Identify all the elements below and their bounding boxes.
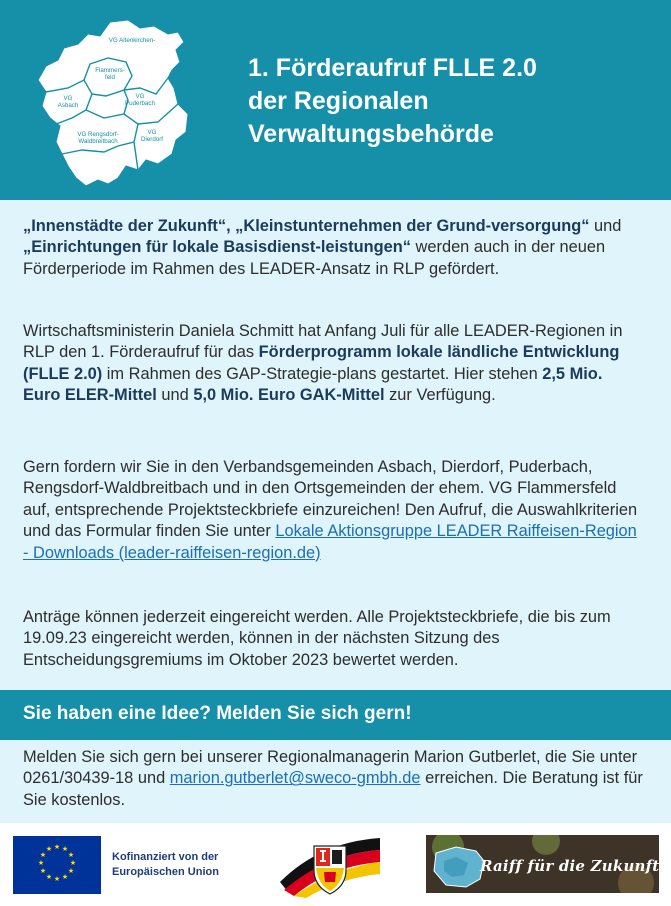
map-label-flammersfeld-2: feld <box>105 74 115 81</box>
map-label-dierdorf-vg: VG <box>147 129 157 136</box>
svg-text:★: ★ <box>61 873 69 881</box>
svg-text:★: ★ <box>67 867 75 875</box>
contact-section <box>0 740 671 823</box>
svg-text:★: ★ <box>53 875 61 883</box>
intro-text-and: und <box>589 217 622 235</box>
svg-text:★: ★ <box>61 845 69 853</box>
region-map-icon <box>28 14 198 192</box>
downloads-link[interactable]: Lokale Aktionsgruppe LEADER Raiffeisen-Region - Downloads (leader-raiffeisen-region.de) <box>23 522 637 562</box>
map-label-flammersfeld-1: Flammers- <box>95 67 125 74</box>
svg-text:★: ★ <box>39 867 47 875</box>
eu-flag-icon <box>13 836 101 894</box>
svg-text:★: ★ <box>45 873 53 881</box>
announcement-text-1: Wirtschaftsministerin Daniela Schmitt hat Anfang Juli für alle LEADER-Regionen in RLP den 1. Förderaufruf für das <box>23 322 623 362</box>
header <box>0 0 671 200</box>
cta-banner <box>0 690 671 740</box>
announcement-text-2: im Rahmen des GAP-Strategie-plans gestartet. Hier stehen <box>102 364 543 383</box>
intro-text-rest: werden auch in der neuen Förderperiode im Rahmen des LEADER-Ansatz in RLP gefördert. <box>23 238 606 278</box>
eu-cofinancing-label <box>112 850 252 880</box>
footer <box>0 823 671 906</box>
deadline-paragraph <box>23 607 643 671</box>
email-link[interactable]: marion.gutberlet@sweco-gmbh.de <box>169 769 421 788</box>
map-label-puderbach: Puderbach <box>125 100 155 107</box>
page-title <box>248 52 648 151</box>
announcement-paragraph <box>23 321 643 407</box>
main-content <box>0 200 671 690</box>
eu-label-line-1: Kofinanziert von der <box>112 851 219 863</box>
intro-paragraph <box>23 216 643 280</box>
map-label-rengsdorf-2: Waldbreitbach <box>78 138 118 145</box>
title-line-3: Verwaltungsbehörde <box>248 120 494 148</box>
gak-funds: 5,0 Mio. Euro GAK-Mittel <box>193 386 385 405</box>
call-text: Gern fordern wir Sie in den Verbandsgemeinden Asbach, Dierdorf, Puderbach, Rengsdorf-Waldbreitbach und in den Ortsgemeinden der ehem. VG Flammersfeld auf, entsprechende Projektsteckbriefe einzureichen! Den Aufruf, die Auswahlkriterien und das Formular finden Sie unter <box>23 458 638 541</box>
rlp-coat-of-arms-icon <box>280 836 380 898</box>
svg-text:★: ★ <box>45 845 53 853</box>
map-label-asbach: Asbach <box>57 102 79 109</box>
deadline-text: Anträge können jederzeit eingereicht werden. Alle Projektsteckbriefe, die bis zum 19.09.23 eingereicht werden, können in der nächsten Sitzung des Entscheidungsgremiums im Oktober 2023 bewertet werden. <box>23 608 611 669</box>
announcement-text-4: zur Verfügung. <box>384 386 496 405</box>
call-paragraph <box>23 457 643 564</box>
svg-text:★: ★ <box>69 859 77 867</box>
contact-paragraph <box>23 747 643 811</box>
contact-text-1: Melden Sie sich gern bei unserer Regionalmanagerin Marion Gutberlet, die Sie unter 0261/30439-18 und <box>23 748 638 788</box>
map-label-altenkirchen: VG Altenkirchen- <box>108 37 156 44</box>
funding-areas-1: „Innenstädte der Zukunft“, „Kleinstunternehmen der Grund-versorgung“ <box>23 217 590 235</box>
program-name: Förderprogramm lokale ländliche Entwicklung (FLLE 2.0) <box>23 343 620 383</box>
cta-heading: Sie haben eine Idee? Melden Sie sich gern! <box>23 703 412 724</box>
eler-funds: 2,5 Mio. Euro ELER-Mittel <box>23 364 603 405</box>
funding-areas-2: „Einrichtungen für lokale Basisdienst-leistungen“ <box>23 238 411 257</box>
svg-text:★: ★ <box>39 851 47 859</box>
eu-label-line-2: Europäischen Union <box>112 866 219 878</box>
announcement-text-3: und <box>156 386 194 405</box>
title-line-1: 1. Förderaufruf FLLE 2.0 <box>248 54 537 82</box>
map-label-rengsdorf-1: VG Rengsdorf- <box>77 131 119 138</box>
svg-text:★: ★ <box>37 859 45 867</box>
map-label-puderbach-vg: VG <box>135 93 145 100</box>
map-label-asbach-vg: VG <box>63 95 73 102</box>
contact-text-2: erreichen. Die Beratung ist für Sie kostenlos. <box>23 769 643 809</box>
svg-text:★: ★ <box>53 843 61 851</box>
map-label-dierdorf: Dierdorf <box>140 136 164 143</box>
svg-text:★: ★ <box>67 851 75 859</box>
title-line-2: der Regionalen <box>248 87 429 115</box>
lag-slogan: Raiff für die Zukunft. <box>480 857 665 875</box>
